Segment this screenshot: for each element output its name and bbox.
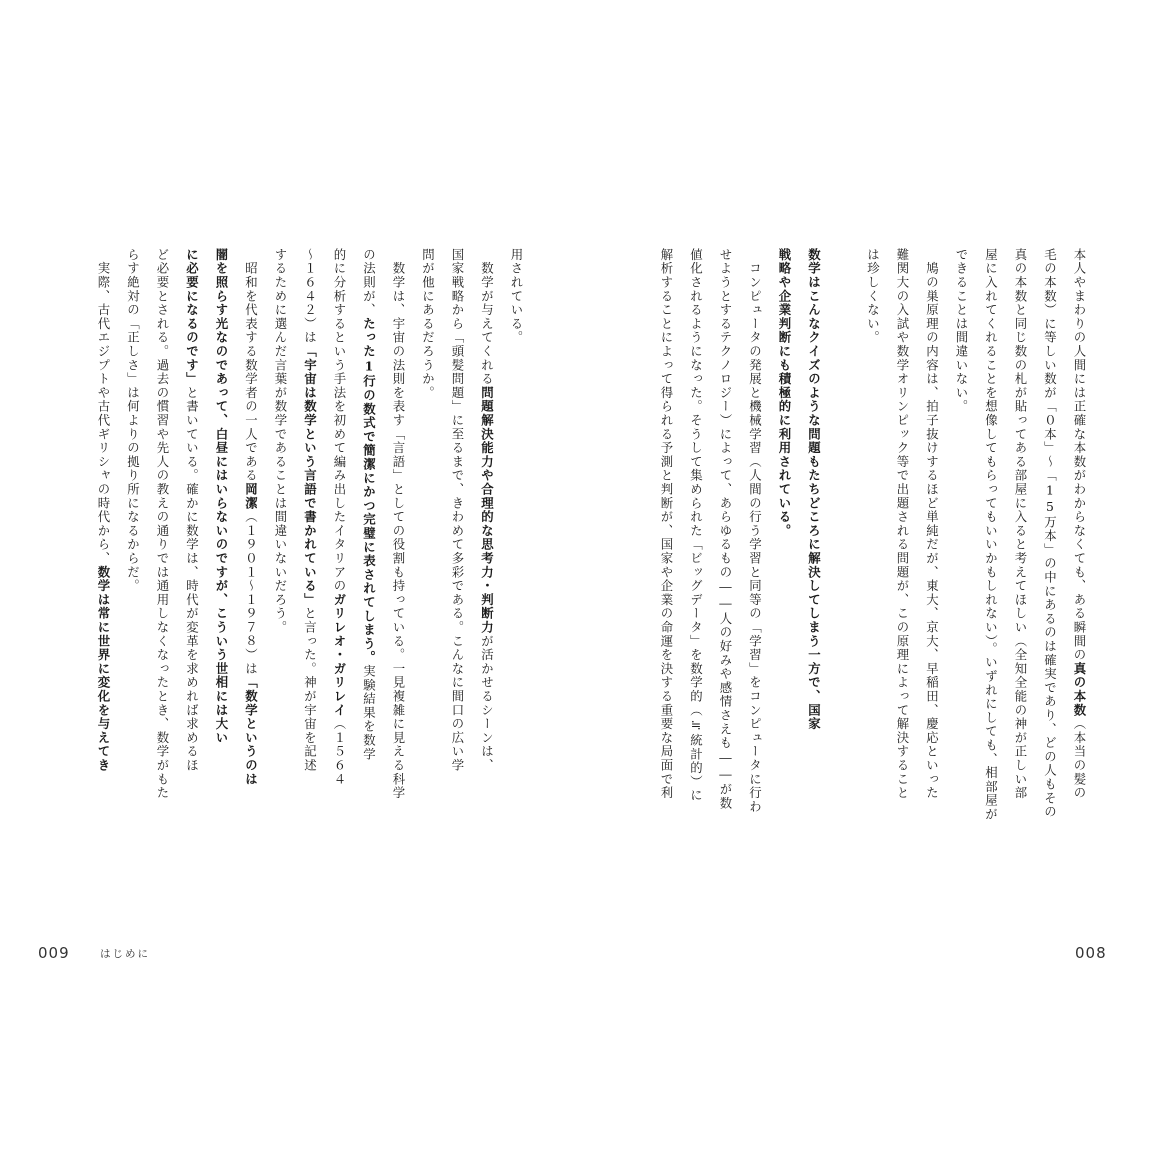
body-text: 解析することによって得られる予測と判断が、国家や企業の命運を決する重要な局面で利 (659, 248, 674, 800)
text-column (420, 248, 436, 884)
bold-text: 「宇宙は数学という言語で書かれている」 (302, 344, 318, 607)
text-column (97, 248, 109, 884)
text-column (1073, 248, 1085, 884)
left-page (72, 248, 522, 884)
right-page (655, 248, 1085, 884)
body-text: 屋に入れてくれることを想像してもらってもいいかもしれない）。いずれにしても、相部屋が (983, 248, 999, 822)
bold-text: 数学はこんなクイズのような問題もたちどころに解決してしまう一方で、国家 (806, 248, 822, 731)
body-text: らす絶対の「正しさ」は何よりの拠り所になるからだ。 (125, 248, 141, 593)
body-text: せようとするテクノロジー）によって、あらゆるもの――人の好みや感情さえも――が数 (718, 248, 733, 811)
text-column (896, 248, 908, 884)
body-text: ど必要とされる。過去の慣習や先人の教えの通りでは通用しなくなったとき、数学がもた (155, 248, 170, 800)
bold-text: に必要になるのです」 (184, 248, 200, 386)
body-text: 本人やまわりの人間には正確な本数がわからなくても、ある瞬間の (1072, 248, 1087, 662)
body-text: の法則が、 (361, 248, 377, 317)
body-text: 数学は、宇宙の法則を表す「言語」としての役割も持っている。一見複雑に見える科学 (391, 248, 406, 800)
text-column (983, 248, 999, 884)
text-column (451, 248, 463, 884)
body-text: 毛の本数）に等しい数が「０本」〜「15万本」の中にあるのは確実であり、どの人もその (1042, 248, 1058, 819)
text-column (274, 248, 286, 884)
body-text: 実験結果を数学 (361, 664, 377, 762)
body-text: と言った。神が宇宙を記述 (302, 606, 318, 773)
bold-text: 戦略や企業判断にも積極的に利用されている。 (777, 248, 792, 538)
body-text: 国家戦略から「頭髪問題」に至るまで、きわめて多彩である。こんなに間口の広い学 (450, 248, 465, 773)
body-text: （１５６４ (332, 717, 347, 787)
running-head: はじめに (100, 948, 150, 960)
text-column (806, 248, 822, 884)
body-text: 〜１６４２）は (302, 248, 318, 345)
page-number-right: 008 (1075, 944, 1107, 962)
text-column (719, 248, 731, 884)
text-column (479, 248, 495, 884)
text-column (125, 248, 141, 884)
body-text: 問が他にあるだろうか。 (420, 248, 436, 400)
body-text: できることは間違いない。 (954, 248, 969, 414)
text-column (392, 248, 404, 884)
text-column (865, 248, 881, 884)
bold-text: 「数学というのは (243, 675, 259, 787)
body-text: 難関大の入試や数学オリンピック等で出題される問題が、この原理によって解決すること (895, 248, 910, 800)
body-text: は珍しくない。 (865, 248, 881, 345)
body-text: 真の本数と同じ数の札が貼ってある部屋に入ると考えてほしい（全知全能の神が正しい部 (1013, 248, 1028, 800)
bold-text: 岡潔 (243, 482, 259, 511)
body-text: 実際、古代エジプトや古代ギリシャの時代から、 (96, 248, 111, 566)
text-column (1042, 248, 1058, 884)
bold-text: ガリレオ・ガリレイ (332, 593, 347, 718)
body-text: コンピュータの発展と機械学習（人間の行う学習と同等の「学習」をコンピュータに行わ (747, 248, 763, 814)
body-text: するために選んだ言葉が数学であることは間違いないだろう。 (273, 248, 288, 635)
bold-text: たった1行の数式で簡潔にかつ完璧に表されてしまう。 (361, 317, 377, 665)
text-column (243, 248, 259, 884)
page-number-left: 009 (38, 944, 70, 962)
text-column (361, 248, 377, 884)
text-column (660, 248, 672, 884)
text-column (688, 248, 704, 884)
body-text: （本当の髪の (1072, 717, 1087, 801)
text-column (778, 248, 790, 884)
body-text: と書いている。確かに数学は、時代が変革を求めれば求めるほ (184, 386, 200, 773)
body-text: が活かせるシーンは、 (479, 634, 495, 773)
text-column (184, 248, 200, 884)
text-column (156, 248, 168, 884)
body-text: 値化されるようになった。そうして集められた「ビッグデータ」を数学的（≒統計的）に (688, 248, 704, 803)
text-column (955, 248, 967, 884)
text-column (747, 248, 763, 884)
body-text: 昭和を代表する数学者の一人である (243, 248, 259, 483)
text-column (1014, 248, 1026, 884)
text-column (302, 248, 318, 884)
bold-text: 真の本数 (1072, 662, 1087, 718)
body-text: 用されている。 (509, 248, 524, 345)
bold-text: 闇を照らす光なのであって、白昼にはいらないのですが、こういう世相には大い (214, 248, 229, 745)
bold-text: 問題解決能力や合理的な思考力・判断力 (479, 386, 495, 635)
bold-text: 数学は常に世界に変化を与えてき (96, 565, 111, 773)
text-column (924, 248, 940, 884)
text-column (333, 248, 345, 884)
body-text: （１９０１〜１９７８）は (243, 510, 259, 676)
text-column (510, 248, 522, 884)
text-column (215, 248, 227, 884)
body-text: 数学が与えてくれる (479, 248, 495, 386)
body-text: 鳩の巣原理の内容は、拍子抜けするほど単純だが、東大、京大、早稲田、慶応といった (924, 248, 940, 800)
body-text: 的に分析するという手法を初めて編み出したイタリアの (332, 248, 347, 593)
